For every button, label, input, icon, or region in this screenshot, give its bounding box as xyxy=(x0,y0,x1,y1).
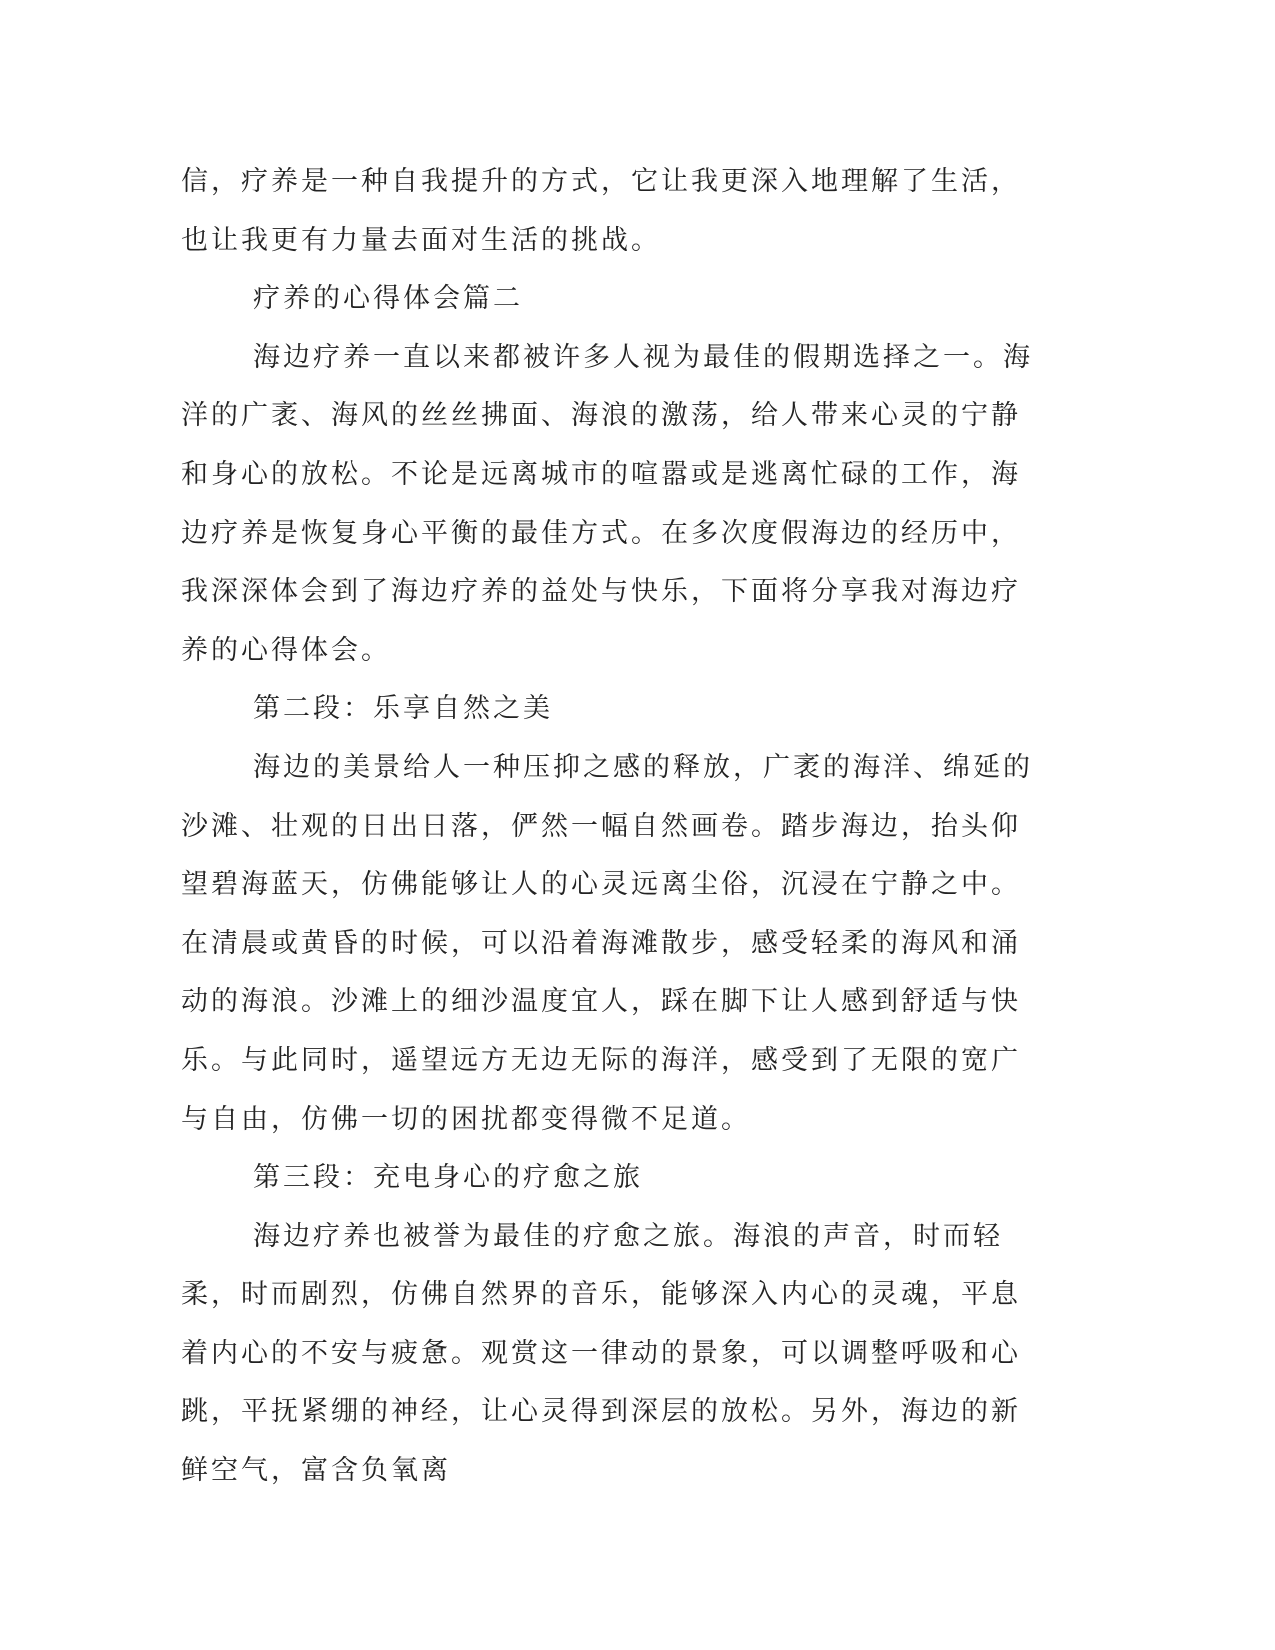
paragraph-nature: 海边的美景给人一种压抑之感的释放，广袤的海洋、绵延的沙滩、壮观的日出日落，俨然一幅自然画卷。踏步海边，抬头仰望碧海蓝天，仿佛能够让人的心灵远离尘俗，沉浸在宁静之中。在清晨或黄昏的时候，可以沿着海滩散步，感受轻柔的海风和涌动的海浪。沙滩上的细沙温度宜人，踩在脚下让人感到舒适与快乐。与此同时，遥望远方无边无际的海洋，感受到了无限的宽广与自由，仿佛一切的困扰都变得微不足道。 xyxy=(181,751,1033,1135)
paragraph-continuation: 信，疗养是一种自我提升的方式，它让我更深入地理解了生活，也让我更有力量去面对生活的挑战。 xyxy=(181,166,1021,256)
section-heading-second: 第二段：乐享自然之美 xyxy=(253,693,553,725)
section-heading-part-two: 疗养的心得体会篇二 xyxy=(253,283,523,315)
document-body xyxy=(181,153,1041,1501)
section-heading-third: 第三段：充电身心的疗愈之旅 xyxy=(253,1162,643,1194)
paragraph-intro: 海边疗养一直以来都被许多人视为最佳的假期选择之一。海洋的广袤、海风的丝丝拂面、海浪的激荡，给人带来心灵的宁静和身心的放松。不论是远离城市的喧嚣或是逃离忙碌的工作，海边疗养是恢复身心平衡的最佳方式。在多次度假海边的经历中，我深深体会到了海边疗养的益处与快乐，下面将分享我对海边疗养的心得体会。 xyxy=(181,341,1033,666)
paragraph-healing: 海边疗养也被誉为最佳的疗愈之旅。海浪的声音，时而轻柔，时而剧烈，仿佛自然界的音乐，能够深入内心的灵魂，平息着内心的不安与疲惫。观赏这一律动的景象，可以调整呼吸和心跳，平抚紧绷的神经，让心灵得到深层的放松。另外，海边的新鲜空气，富含负氧离 xyxy=(181,1220,1021,1487)
